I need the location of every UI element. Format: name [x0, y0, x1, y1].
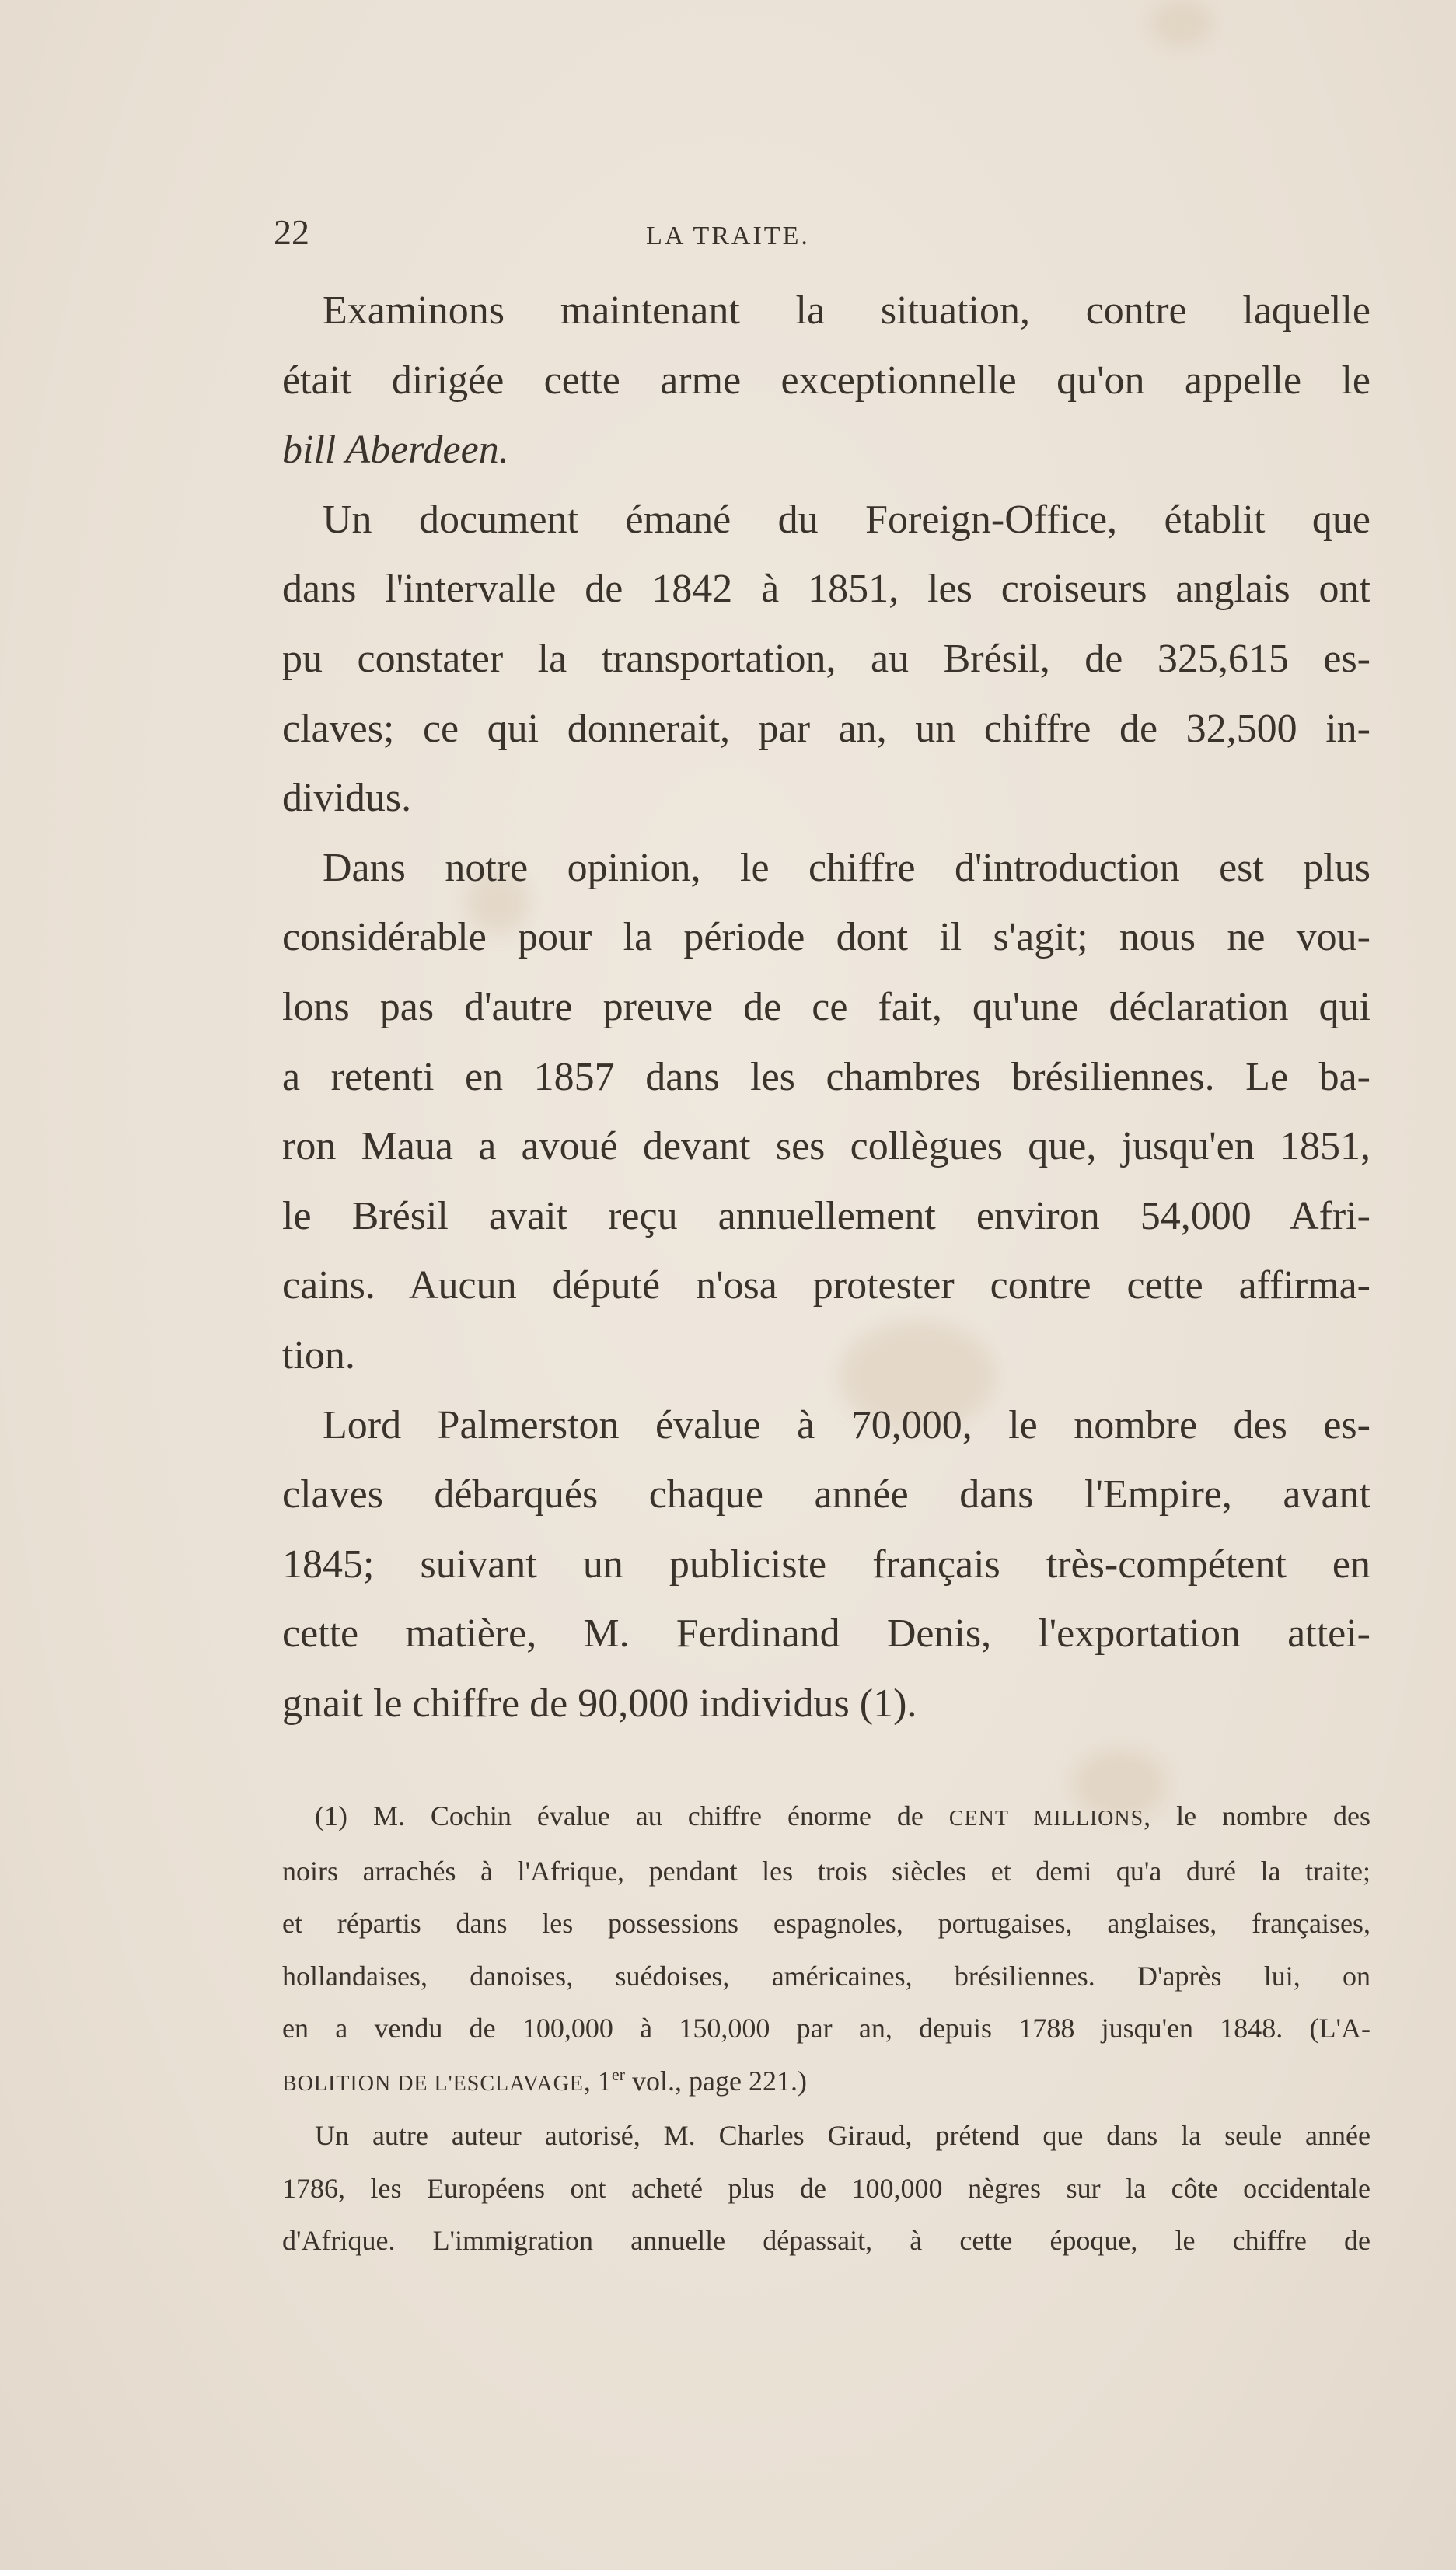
text-line: bill Aberdeen.	[282, 428, 509, 473]
footnote-line	[282, 2055, 1370, 2111]
footnote-line: en a vendu de 100,000 à 150,000 par an, depuis 1788 jusqu'en 1848. (L'A-	[282, 2013, 1370, 2044]
footnote	[282, 1790, 1370, 2268]
text-line: claves débarqués chaque année dans l'Empire, avant	[282, 1472, 1370, 1517]
footnote-line: Un autre auteur autorisé, M. Charles Giraud, prétend que dans la seule année	[315, 2120, 1370, 2151]
text-line: Un document émané du Foreign-Office, établit que	[323, 497, 1370, 542]
small-caps-text: CENT MILLIONS	[948, 1807, 1144, 1831]
footnote-text: , 1	[583, 2065, 612, 2097]
text-line: cains. Aucun député n'osa protester contre cette affirma-	[282, 1263, 1370, 1308]
running-title: LA TRAITE.	[646, 222, 810, 250]
text-line: 1845; suivant un publiciste français très-compétent en	[282, 1542, 1370, 1587]
footnote-line: d'Afrique. L'immigration annuelle dépassait, à cette époque, le chiffre de	[282, 2225, 1370, 2256]
text-line: considérable pour la période dont il s'agit; nous ne vou-	[282, 915, 1370, 960]
text-line: le Brésil avait reçu annuellement environ 54,000 Afri-	[282, 1193, 1370, 1238]
text-line: Lord Palmerston évalue à 70,000, le nombre des es-	[323, 1402, 1370, 1447]
text-line: lons pas d'autre preuve de ce fait, qu'une déclaration qui	[282, 984, 1370, 1029]
paper-stain	[1150, 0, 1213, 47]
footnote-line: 1786, les Européens ont acheté plus de 100,000 nègres sur la côte occidentale	[282, 2172, 1370, 2204]
text-line: Examinons maintenant la situation, contre laquelle	[323, 288, 1370, 333]
superscript: er	[611, 2064, 625, 2084]
footnote-line: noirs arrachés à l'Afrique, pendant les trois siècles et demi qu'a duré la traite;	[282, 1855, 1370, 1887]
text-line: tion.	[282, 1332, 355, 1378]
text-line: cette matière, M. Ferdinand Denis, l'exportation attei-	[282, 1611, 1370, 1657]
footnote-line: hollandaises, danoises, suédoises, américaines, brésiliennes. D'après lui, on	[282, 1960, 1370, 1992]
body-text	[282, 276, 1370, 1738]
small-caps-text: BOLITION DE L'ESCLAVAGE	[282, 2071, 584, 2096]
footnote-text: , le nombre des	[1144, 1800, 1371, 1831]
text-line: dividus.	[282, 776, 412, 821]
page-number: 22	[274, 212, 309, 252]
text-line: pu constater la transportation, au Brésil, de 325,615 es-	[282, 636, 1370, 681]
text-line: ron Maua a avoué devant ses collègues que, jusqu'en 1851,	[282, 1124, 1370, 1169]
footnote-line: et répartis dans les possessions espagnoles, portugaises, anglaises, françaises,	[282, 1908, 1370, 1939]
text-line: était dirigée cette arme exceptionnelle qu'on appelle le	[282, 358, 1370, 403]
text-line: gnait le chiffre de 90,000 individus (1).	[282, 1681, 917, 1726]
text-line: Dans notre opinion, le chiffre d'introduction est plus	[323, 845, 1370, 890]
text-line: claves; ce qui donnerait, par an, un chiffre de 32,500 in-	[282, 706, 1370, 751]
footnote-line	[282, 1790, 1370, 1845]
text-line: dans l'intervalle de 1842 à 1851, les croiseurs anglais ont	[282, 567, 1370, 612]
footnote-text: vol., page 221.)	[624, 2065, 807, 2097]
footnote-text: (1) M. Cochin évalue au chiffre énorme de	[315, 1800, 924, 1831]
text-line: a retenti en 1857 dans les chambres brésiliennes. Le ba-	[282, 1054, 1370, 1099]
